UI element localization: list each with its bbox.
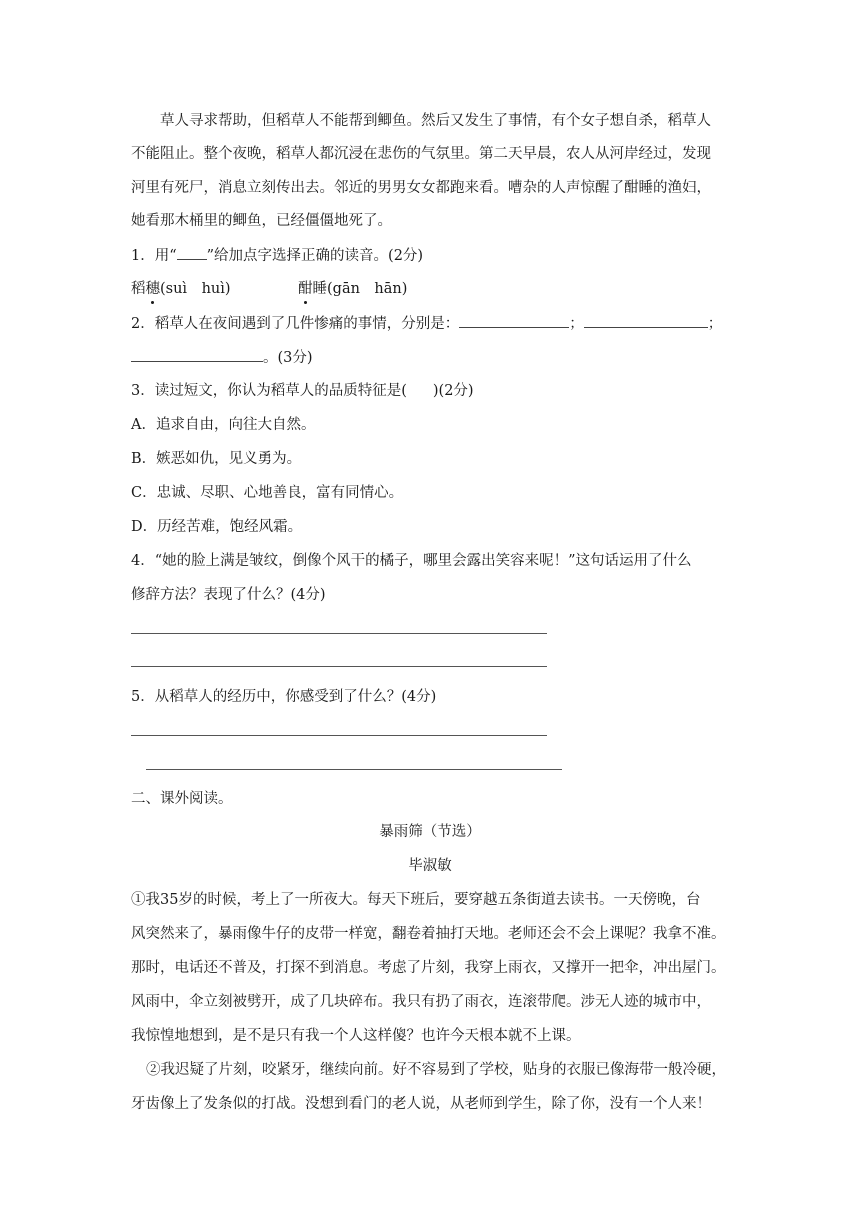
article-title: 暴雨筛（节选） xyxy=(379,824,481,840)
answer-line-q4-1[interactable] xyxy=(131,633,547,634)
question-1 xyxy=(131,246,423,265)
question-2-text: 2．稻草人在夜间遇到了几件惨痛的事情，分别是： xyxy=(131,316,460,332)
question-2 xyxy=(131,314,722,333)
article-para1-line-1: ①我35岁的时候，考上了一所夜大。每天下班后，要穿越五条街道去读书。一天傍晚，台 xyxy=(131,892,701,908)
article-para1-line-4: 风雨中，伞立刻被劈开，成了几块碎布。我只有扔了雨衣，连滚带爬。涉无人迹的城市中， xyxy=(131,994,711,1010)
option-b[interactable]: B．嫉恶如仇，见义勇为。 xyxy=(131,451,302,467)
word1-dotted-char: 穗 xyxy=(145,281,160,297)
article-para2-line-2: 牙齿像上了发条似的打战。没想到看门的老人说，从老师到学生，除了你，没有一个人来！ xyxy=(131,1096,711,1112)
question-4-line-1: 4．“她的脸上满是皱纹，倒像个风干的橘子，哪里会露出笑容来呢！”这句话运用了什么 xyxy=(131,553,692,569)
word2-post: 睡 xyxy=(312,281,327,297)
answer-line-q5-2[interactable] xyxy=(146,769,562,770)
article-para1-line-5: 我惊惶地想到，是不是只有我一个人这样傻？也许今天根本就不上课。 xyxy=(131,1028,581,1044)
option-d[interactable]: D．历经苦难，饱经风霜。 xyxy=(131,519,303,535)
question-2-blank-2[interactable] xyxy=(584,314,708,328)
word2-dotted-char: 酣 xyxy=(298,281,313,297)
option-c[interactable]: C．忠诚、尽职、心地善良，富有同情心。 xyxy=(131,485,404,501)
article-para1-line-2: 风突然来了，暴雨像牛仔的皮带一样宽，翻卷着抽打天地。老师还会不会上课呢？我拿不准。 xyxy=(131,926,726,942)
word2-pinyin: (gān hān) xyxy=(327,281,408,297)
question-1-text-after: ”给加点字选择正确的读音。(2分) xyxy=(206,248,424,264)
question-2-sep-1: ； xyxy=(569,316,584,332)
answer-line-q4-2[interactable] xyxy=(131,666,547,667)
question-3-text-before: 3．读过短文，你认为稻草人的品质特征是( xyxy=(131,383,407,399)
section-2-heading: 二、课外阅读。 xyxy=(131,791,233,807)
question-1-word2 xyxy=(298,280,407,298)
question-2-sep-2: ； xyxy=(707,316,723,332)
article-author: 毕淑敏 xyxy=(408,858,452,874)
passage-line-3: 河里有死尸，消息立刻传出去。邻近的男男女女都跑来看。嘈杂的人声惊醒了酣睡的渔妇， xyxy=(131,180,711,196)
word1-pinyin: (suì huì) xyxy=(160,281,231,297)
passage-line-2: 不能阻止。整个夜晚，稻草人都沉浸在悲伤的气氛里。第二天早晨，农人从河岸经过，发现 xyxy=(131,146,711,162)
question-1-words xyxy=(131,280,231,298)
question-2-end: 。(3分) xyxy=(263,350,313,366)
question-5: 5．从稻草人的经历中，你感受到了什么？(4分) xyxy=(131,689,437,705)
word1-pre: 稻 xyxy=(131,281,146,297)
question-2-blank-1[interactable] xyxy=(459,314,569,328)
question-1-blank[interactable] xyxy=(177,246,207,260)
option-a[interactable]: A．追求自由，向往大自然。 xyxy=(131,417,316,433)
passage-line-4: 她看那木桶里的鲫鱼，已经僵僵地死了。 xyxy=(131,213,392,229)
article-para2-line-1: ②我迟疑了片刻，咬紧牙，继续向前。好不容易到了学校，贴身的衣服已像海带一般冷硬， xyxy=(146,1062,726,1078)
question-3-text-after: )(2分) xyxy=(432,383,474,399)
passage-line-1: 草人寻求帮助，但稻草人不能帮到鲫鱼。然后又发生了事情，有个女子想自杀，稻草人 xyxy=(160,113,711,129)
answer-line-q5-1[interactable] xyxy=(131,735,547,736)
question-4-line-2: 修辞方法？表现了什么？(4分) xyxy=(131,587,326,603)
article-para1-line-3: 那时，电话还不普及，打探不到消息。考虑了片刻，我穿上雨衣，又撑开一把伞，冲出屋门。 xyxy=(131,960,726,976)
question-1-text-before: 1．用“ xyxy=(131,248,177,264)
question-2-blank-3[interactable] xyxy=(131,348,263,362)
question-2-cont xyxy=(131,348,313,367)
question-3 xyxy=(131,382,474,400)
